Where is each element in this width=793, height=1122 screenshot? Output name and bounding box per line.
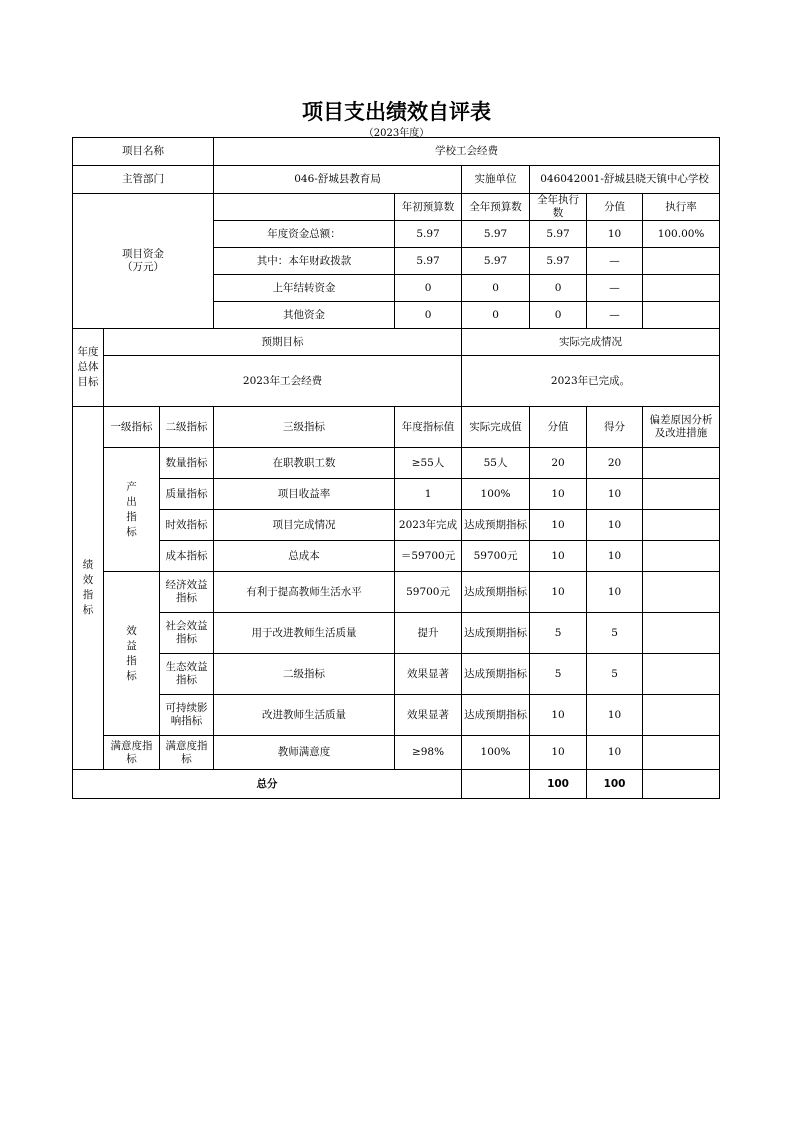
actual-value: 达成预期指标 [462, 654, 530, 695]
deviation-note [643, 541, 720, 572]
actual-value: 100% [462, 479, 530, 510]
deviation-note [643, 654, 720, 695]
level3-indicator: 总成本 [214, 541, 395, 572]
deviation-note [643, 695, 720, 736]
project-name-label: 项目名称 [73, 138, 214, 166]
level3-indicator: 二级指标 [214, 654, 395, 695]
score-value: 5 [530, 613, 587, 654]
total-blank [462, 770, 530, 799]
level1-indicator: 效益指标 [104, 572, 160, 736]
level2-indicator: 质量指标 [160, 479, 214, 510]
target-value: 2023年完成 [395, 510, 462, 541]
level2-indicator: 生态效益指标 [160, 654, 214, 695]
funds-cell: 5.97 [530, 221, 587, 248]
level3-indicator: 项目收益率 [214, 479, 395, 510]
page-subtitle: （2023年度） [363, 128, 430, 139]
total-score: 100 [530, 770, 587, 799]
got-value: 10 [587, 510, 643, 541]
funds-label: 项目资金（万元） [73, 194, 214, 329]
total-note [643, 770, 720, 799]
got-value: 10 [587, 572, 643, 613]
funds-cell [643, 275, 720, 302]
indicator-header: 年度指标值 [395, 407, 462, 448]
deviation-note [643, 572, 720, 613]
score-value: 5 [530, 654, 587, 695]
funds-header-cell: 全年预算数 [462, 194, 530, 221]
indicator-header: 分值 [530, 407, 587, 448]
score-value: 10 [530, 541, 587, 572]
funds-cell: — [587, 275, 643, 302]
funds-row-label: 其他资金 [214, 302, 395, 329]
deviation-note [643, 510, 720, 541]
level2-indicator: 社会效益指标 [160, 613, 214, 654]
actual-value: 100% [462, 736, 530, 770]
dept-value: 046-舒城县教育局 [214, 166, 462, 194]
indicator-row [73, 541, 720, 572]
indicator-row [73, 736, 720, 770]
got-value: 20 [587, 448, 643, 479]
level3-indicator: 用于改进教师生活质量 [214, 613, 395, 654]
funds-header-cell: 分值 [587, 194, 643, 221]
page-title: 项目支出绩效自评表 [302, 100, 491, 124]
target-value: 效果显著 [395, 654, 462, 695]
actual-value: 59700元 [462, 541, 530, 572]
unit-label: 实施单位 [462, 166, 530, 194]
funds-cell: 0 [395, 275, 462, 302]
target-value: 1 [395, 479, 462, 510]
level2-indicator: 可持续影响指标 [160, 695, 214, 736]
department-row [73, 166, 720, 194]
actual-value: 达成预期指标 [462, 572, 530, 613]
funds-cell: 5.97 [395, 221, 462, 248]
target-value: 提升 [395, 613, 462, 654]
funds-cell: 0 [395, 302, 462, 329]
funds-cell: 0 [462, 275, 530, 302]
funds-header-cell: 执行率 [643, 194, 720, 221]
indicator-header: 三级指标 [214, 407, 395, 448]
indicator-header: 偏差原因分析及改进措施 [643, 407, 720, 448]
funds-cell: 5.97 [462, 221, 530, 248]
deviation-note [643, 736, 720, 770]
funds-cell: 0 [462, 302, 530, 329]
level2-indicator: 满意度指标 [160, 736, 214, 770]
level2-indicator: 成本指标 [160, 541, 214, 572]
level3-indicator: 有利于提高教师生活水平 [214, 572, 395, 613]
deviation-note [643, 479, 720, 510]
indicator-row [73, 448, 720, 479]
target-value: 效果显著 [395, 695, 462, 736]
goals-header-row [73, 329, 720, 356]
got-value: 10 [587, 541, 643, 572]
indicator-row [73, 510, 720, 541]
funds-header-blank [214, 194, 395, 221]
indicator-header: 二级指标 [160, 407, 214, 448]
target-value: ≥98% [395, 736, 462, 770]
level1-indicator: 满意度指标 [104, 736, 160, 770]
indicator-header: 实际完成值 [462, 407, 530, 448]
got-value: 10 [587, 695, 643, 736]
got-value: 10 [587, 736, 643, 770]
indicator-header-row [73, 407, 720, 448]
expected-goal-header: 预期目标 [104, 329, 462, 356]
target-value: ≥55人 [395, 448, 462, 479]
indicator-row [73, 613, 720, 654]
actual-goal-value: 2023年已完成。 [462, 356, 720, 407]
indicator-row [73, 572, 720, 613]
project-name-value: 学校工会经费 [214, 138, 720, 166]
funds-cell: 100.00% [643, 221, 720, 248]
got-value: 10 [587, 479, 643, 510]
level3-indicator: 在职教职工数 [214, 448, 395, 479]
funds-cell: — [587, 302, 643, 329]
level2-indicator: 时效指标 [160, 510, 214, 541]
indicator-row [73, 654, 720, 695]
indicator-row [73, 695, 720, 736]
actual-value: 55人 [462, 448, 530, 479]
unit-value: 046042001-舒城县晓天镇中心学校 [530, 166, 720, 194]
funds-cell: 10 [587, 221, 643, 248]
total-got: 100 [587, 770, 643, 799]
deviation-note [643, 613, 720, 654]
level3-indicator: 教师满意度 [214, 736, 395, 770]
dept-label: 主管部门 [73, 166, 214, 194]
got-value: 5 [587, 613, 643, 654]
funds-cell [643, 248, 720, 275]
deviation-note [643, 448, 720, 479]
score-value: 10 [530, 510, 587, 541]
funds-header-cell: 全年执行数 [530, 194, 587, 221]
funds-cell: — [587, 248, 643, 275]
funds-row-label: 上年结转资金 [214, 275, 395, 302]
goals-label: 年度总体目标 [73, 329, 104, 407]
actual-goal-header: 实际完成情况 [462, 329, 720, 356]
performance-indicators-label: 绩效指标 [73, 407, 104, 770]
actual-value: 达成预期指标 [462, 510, 530, 541]
score-value: 10 [530, 572, 587, 613]
indicator-header: 一级指标 [104, 407, 160, 448]
got-value: 5 [587, 654, 643, 695]
funds-cell: 0 [530, 275, 587, 302]
level2-indicator: 经济效益指标 [160, 572, 214, 613]
level3-indicator: 项目完成情况 [214, 510, 395, 541]
funds-header-row [73, 194, 720, 221]
actual-value: 达成预期指标 [462, 613, 530, 654]
funds-row-label: 年度资金总额： [214, 221, 395, 248]
indicator-row [73, 479, 720, 510]
score-value: 10 [530, 736, 587, 770]
funds-cell: 5.97 [462, 248, 530, 275]
total-label: 总分 [73, 770, 462, 799]
goals-value-row [73, 356, 720, 407]
score-value: 20 [530, 448, 587, 479]
evaluation-table [72, 137, 720, 799]
funds-header-cell: 年初预算数 [395, 194, 462, 221]
expected-goal-value: 2023年工会经费 [104, 356, 462, 407]
level3-indicator: 改进教师生活质量 [214, 695, 395, 736]
score-value: 10 [530, 695, 587, 736]
total-row [73, 770, 720, 799]
actual-value: 达成预期指标 [462, 695, 530, 736]
funds-cell: 0 [530, 302, 587, 329]
indicator-header: 得分 [587, 407, 643, 448]
project-name-row [73, 138, 720, 166]
level2-indicator: 数量指标 [160, 448, 214, 479]
funds-row-label: 其中：本年财政拨款 [214, 248, 395, 275]
level1-indicator: 产出指标 [104, 448, 160, 572]
funds-cell: 5.97 [530, 248, 587, 275]
funds-cell: 5.97 [395, 248, 462, 275]
target-value: ＝59700元 [395, 541, 462, 572]
target-value: 59700元 [395, 572, 462, 613]
funds-cell [643, 302, 720, 329]
score-value: 10 [530, 479, 587, 510]
